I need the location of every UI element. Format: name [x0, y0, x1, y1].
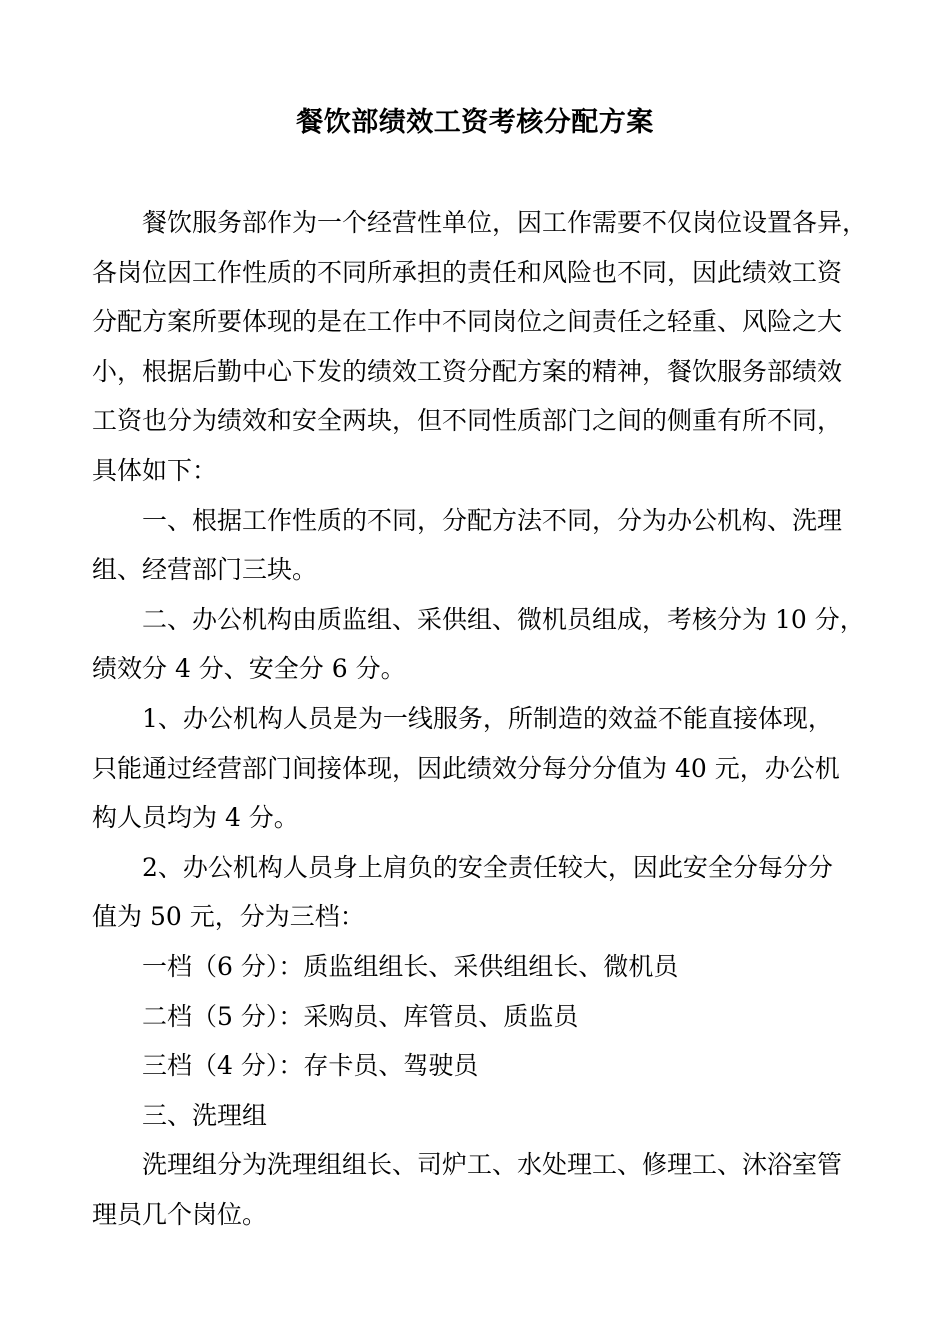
text-line: 值为 50 元，分为三档： — [92, 902, 365, 932]
paragraph-tier-3 — [92, 1041, 872, 1091]
document-title: 餐饮部绩效工资考核分配方案 — [296, 107, 654, 138]
text-line: 分配方案所要体现的是在工作中不同岗位之间责任之轻重、风险之大 — [92, 307, 843, 337]
text-line: 洗理组分为洗理组组长、司炉工、水处理工、修理工、沐浴室管 — [142, 1150, 843, 1180]
text-line: 三档（4 分）：存卡员、驾驶员 — [142, 1051, 479, 1081]
text-line: 三、洗理组 — [142, 1100, 268, 1130]
paragraph-tier-2 — [92, 992, 872, 1042]
text-line: 2、办公机构人员身上肩负的安全责任较大，因此安全分每分分 — [142, 852, 833, 882]
text-line: 具体如下： — [92, 455, 218, 485]
text-line: 各岗位因工作性质的不同所承担的责任和风险也不同，因此绩效工资 — [92, 257, 843, 287]
text-line: 一、根据工作性质的不同，分配方法不同，分为办公机构、洗理 — [142, 505, 843, 535]
document-body — [92, 198, 872, 1239]
text-line: 绩效分 4 分、安全分 6 分。 — [92, 654, 406, 684]
text-line: 小，根据后勤中心下发的绩效工资分配方案的精神，餐饮服务部绩效 — [92, 356, 843, 386]
paragraph-tier-1 — [92, 942, 872, 992]
text-line: 一档（6 分）：质监组组长、采供组组长、微机员 — [142, 951, 679, 981]
paragraph-section-3 — [92, 1091, 872, 1141]
paragraph-section-2 — [92, 595, 872, 694]
text-line: 二档（5 分）：采购员、库管员、质监员 — [142, 1001, 579, 1031]
text-line: 1、办公机构人员是为一线服务，所制造的效益不能直接体现， — [142, 703, 833, 733]
text-line: 构人员均为 4 分。 — [92, 803, 299, 833]
paragraph-intro — [92, 198, 872, 496]
paragraph-section-3-detail — [92, 1140, 872, 1239]
paragraph-item-1 — [92, 694, 872, 843]
text-line: 二、办公机构由质监组、采供组、微机员组成，考核分为 10 分， — [142, 604, 865, 634]
paragraph-item-2 — [92, 843, 872, 942]
text-line: 只能通过经营部门间接体现，因此绩效分每分分值为 40 元，办公机 — [92, 753, 840, 783]
text-line: 工资也分为绩效和安全两块，但不同性质部门之间的侧重有所不同， — [92, 406, 843, 436]
text-line: 组、经营部门三块。 — [92, 555, 318, 585]
text-line: 餐饮服务部作为一个经营性单位，因工作需要不仅岗位设置各异， — [142, 208, 868, 237]
paragraph-section-1 — [92, 496, 872, 595]
text-line: 理员几个岗位。 — [92, 1199, 268, 1229]
